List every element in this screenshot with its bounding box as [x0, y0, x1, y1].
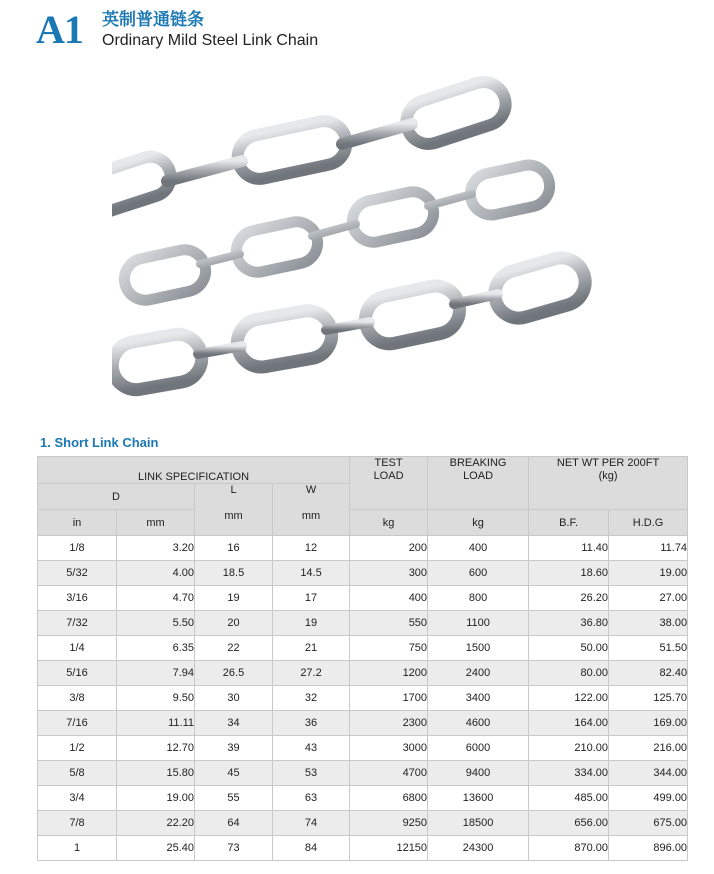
- length-mm-cell: 34: [195, 711, 273, 736]
- table-row: [38, 836, 688, 861]
- breaking-load-cell: 18500: [428, 811, 529, 836]
- length-mm-cell: 19: [195, 586, 273, 611]
- table-row: [38, 761, 688, 786]
- length-mm-cell: 55: [195, 786, 273, 811]
- weight-hdg-cell: 82.40: [609, 661, 688, 686]
- test-load-cell: 9250: [350, 811, 428, 836]
- l-label: L: [230, 484, 237, 496]
- width-mm-cell: 27.2: [273, 661, 350, 686]
- breaking-load-cell: 600: [428, 561, 529, 586]
- weight-bf-cell: 870.00: [529, 836, 609, 861]
- size-in-cell: 5/8: [38, 761, 117, 786]
- diameter-mm-cell: 9.50: [117, 686, 195, 711]
- size-in-cell: 1/2: [38, 736, 117, 761]
- table-row: [38, 611, 688, 636]
- width-mm-cell: 43: [273, 736, 350, 761]
- width-mm-cell: 74: [273, 811, 350, 836]
- diameter-mm-cell: 7.94: [117, 661, 195, 686]
- breaking-load-cell: 2400: [428, 661, 529, 686]
- weight-bf-cell: 11.40: [529, 536, 609, 561]
- weight-hdg-cell: 27.00: [609, 586, 688, 611]
- unit-mm-d: mm: [117, 510, 195, 536]
- weight-bf-cell: 80.00: [529, 661, 609, 686]
- test-load-cell: 3000: [350, 736, 428, 761]
- net-weight-header: [529, 457, 688, 510]
- breaking-load-line2: LOAD: [463, 470, 494, 482]
- weight-bf-cell: 26.20: [529, 586, 609, 611]
- weight-hdg-cell: 499.00: [609, 786, 688, 811]
- breaking-load-cell: 1500: [428, 636, 529, 661]
- breaking-load-cell: 1100: [428, 611, 529, 636]
- diameter-mm-cell: 4.00: [117, 561, 195, 586]
- test-load-cell: 1700: [350, 686, 428, 711]
- diameter-mm-cell: 25.40: [117, 836, 195, 861]
- breaking-load-cell: 4600: [428, 711, 529, 736]
- table-row: [38, 561, 688, 586]
- width-mm-cell: 19: [273, 611, 350, 636]
- diameter-mm-cell: 15.80: [117, 761, 195, 786]
- weight-bf-cell: 50.00: [529, 636, 609, 661]
- weight-hdg-cell: 19.00: [609, 561, 688, 586]
- table-row: [38, 636, 688, 661]
- length-mm-cell: 39: [195, 736, 273, 761]
- spec-table: [37, 456, 688, 861]
- weight-bf-cell: 210.00: [529, 736, 609, 761]
- width-mm-cell: 63: [273, 786, 350, 811]
- size-in-cell: 7/32: [38, 611, 117, 636]
- size-in-cell: 7/16: [38, 711, 117, 736]
- test-load-cell: 4700: [350, 761, 428, 786]
- length-mm-cell: 45: [195, 761, 273, 786]
- w-label: W: [305, 484, 317, 496]
- diameter-mm-cell: 12.70: [117, 736, 195, 761]
- size-in-cell: 3/4: [38, 786, 117, 811]
- length-mm-cell: 30: [195, 686, 273, 711]
- d-header: D: [38, 484, 195, 510]
- weight-hdg-cell: 169.00: [609, 711, 688, 736]
- length-mm-cell: 20: [195, 611, 273, 636]
- weight-bf-cell: 36.80: [529, 611, 609, 636]
- weight-bf-cell: 18.60: [529, 561, 609, 586]
- title-english: Ordinary Mild Steel Link Chain: [102, 32, 319, 49]
- test-load-line2: LOAD: [373, 470, 404, 482]
- l-unit: mm: [224, 510, 243, 522]
- breaking-load-cell: 400: [428, 536, 529, 561]
- w-unit: mm: [301, 510, 321, 522]
- width-mm-cell: 12: [273, 536, 350, 561]
- unit-kg-break: kg: [428, 510, 529, 536]
- test-load-cell: 1200: [350, 661, 428, 686]
- product-code: A1: [36, 7, 83, 52]
- width-mm-cell: 21: [273, 636, 350, 661]
- length-mm-cell: 26.5: [195, 661, 273, 686]
- table-body: [38, 536, 688, 861]
- size-in-cell: 1/8: [38, 536, 117, 561]
- test-load-cell: 750: [350, 636, 428, 661]
- w-header: [273, 484, 350, 536]
- length-mm-cell: 73: [195, 836, 273, 861]
- size-in-cell: 5/32: [38, 561, 117, 586]
- weight-bf-cell: 122.00: [529, 686, 609, 711]
- net-weight-line1: NET WT PER 200FT: [556, 457, 660, 469]
- size-in-cell: 3/8: [38, 686, 117, 711]
- width-mm-cell: 17: [273, 586, 350, 611]
- breaking-load-line1: BREAKING: [449, 457, 507, 469]
- breaking-load-cell: 9400: [428, 761, 529, 786]
- breaking-load-cell: 3400: [428, 686, 529, 711]
- length-mm-cell: 22: [195, 636, 273, 661]
- unit-in: in: [38, 510, 117, 536]
- test-load-cell: 6800: [350, 786, 428, 811]
- diameter-mm-cell: 22.20: [117, 811, 195, 836]
- width-mm-cell: 84: [273, 836, 350, 861]
- breaking-load-cell: 24300: [428, 836, 529, 861]
- table-row: [38, 711, 688, 736]
- weight-bf-cell: 164.00: [529, 711, 609, 736]
- size-in-cell: 3/16: [38, 586, 117, 611]
- diameter-mm-cell: 5.50: [117, 611, 195, 636]
- weight-hdg-cell: 51.50: [609, 636, 688, 661]
- chain-middle: [121, 161, 554, 304]
- test-load-cell: 2300: [350, 711, 428, 736]
- weight-hdg-cell: 125.70: [609, 686, 688, 711]
- l-header: [195, 484, 273, 536]
- length-mm-cell: 64: [195, 811, 273, 836]
- length-mm-cell: 16: [195, 536, 273, 561]
- chain-photo: [112, 66, 612, 416]
- weight-bf-cell: 656.00: [529, 811, 609, 836]
- table-row: [38, 686, 688, 711]
- diameter-mm-cell: 6.35: [117, 636, 195, 661]
- weight-hdg-cell: 896.00: [609, 836, 688, 861]
- size-in-cell: 5/16: [38, 661, 117, 686]
- breaking-load-header: [428, 457, 529, 510]
- link-spec-header: LINK SPECIFICATION: [38, 457, 350, 484]
- section-title: 1. Short Link Chain: [40, 435, 159, 450]
- test-load-cell: 550: [350, 611, 428, 636]
- test-load-header: [350, 457, 428, 510]
- width-mm-cell: 53: [273, 761, 350, 786]
- unit-kg-test: kg: [350, 510, 428, 536]
- size-in-cell: 1: [38, 836, 117, 861]
- width-mm-cell: 14.5: [273, 561, 350, 586]
- size-in-cell: 1/4: [38, 636, 117, 661]
- test-load-cell: 200: [350, 536, 428, 561]
- test-load-cell: 300: [350, 561, 428, 586]
- width-mm-cell: 32: [273, 686, 350, 711]
- title-chinese: 英制普通链条: [102, 10, 204, 29]
- table-row: [38, 811, 688, 836]
- size-in-cell: 7/8: [38, 811, 117, 836]
- test-load-line1: TEST: [374, 457, 403, 469]
- diameter-mm-cell: 11.11: [117, 711, 195, 736]
- width-mm-cell: 36: [273, 711, 350, 736]
- table-row: [38, 736, 688, 761]
- net-weight-line2: (kg): [598, 470, 618, 482]
- breaking-load-cell: 800: [428, 586, 529, 611]
- breaking-load-cell: 13600: [428, 786, 529, 811]
- test-load-cell: 12150: [350, 836, 428, 861]
- weight-bf-cell: 485.00: [529, 786, 609, 811]
- weight-hdg-cell: 11.74: [609, 536, 688, 561]
- bf-header: B.F.: [529, 510, 609, 536]
- diameter-mm-cell: 19.00: [117, 786, 195, 811]
- table-row: [38, 786, 688, 811]
- table-row: [38, 536, 688, 561]
- diameter-mm-cell: 4.70: [117, 586, 195, 611]
- table-row: [38, 661, 688, 686]
- weight-hdg-cell: 216.00: [609, 736, 688, 761]
- test-load-cell: 400: [350, 586, 428, 611]
- weight-bf-cell: 334.00: [529, 761, 609, 786]
- length-mm-cell: 18.5: [195, 561, 273, 586]
- chain-bottom: [112, 252, 591, 393]
- hdg-header: H.D.G: [609, 510, 688, 536]
- breaking-load-cell: 6000: [428, 736, 529, 761]
- diameter-mm-cell: 3.20: [117, 536, 195, 561]
- table-row: [38, 586, 688, 611]
- weight-hdg-cell: 344.00: [609, 761, 688, 786]
- weight-hdg-cell: 38.00: [609, 611, 688, 636]
- weight-hdg-cell: 675.00: [609, 811, 688, 836]
